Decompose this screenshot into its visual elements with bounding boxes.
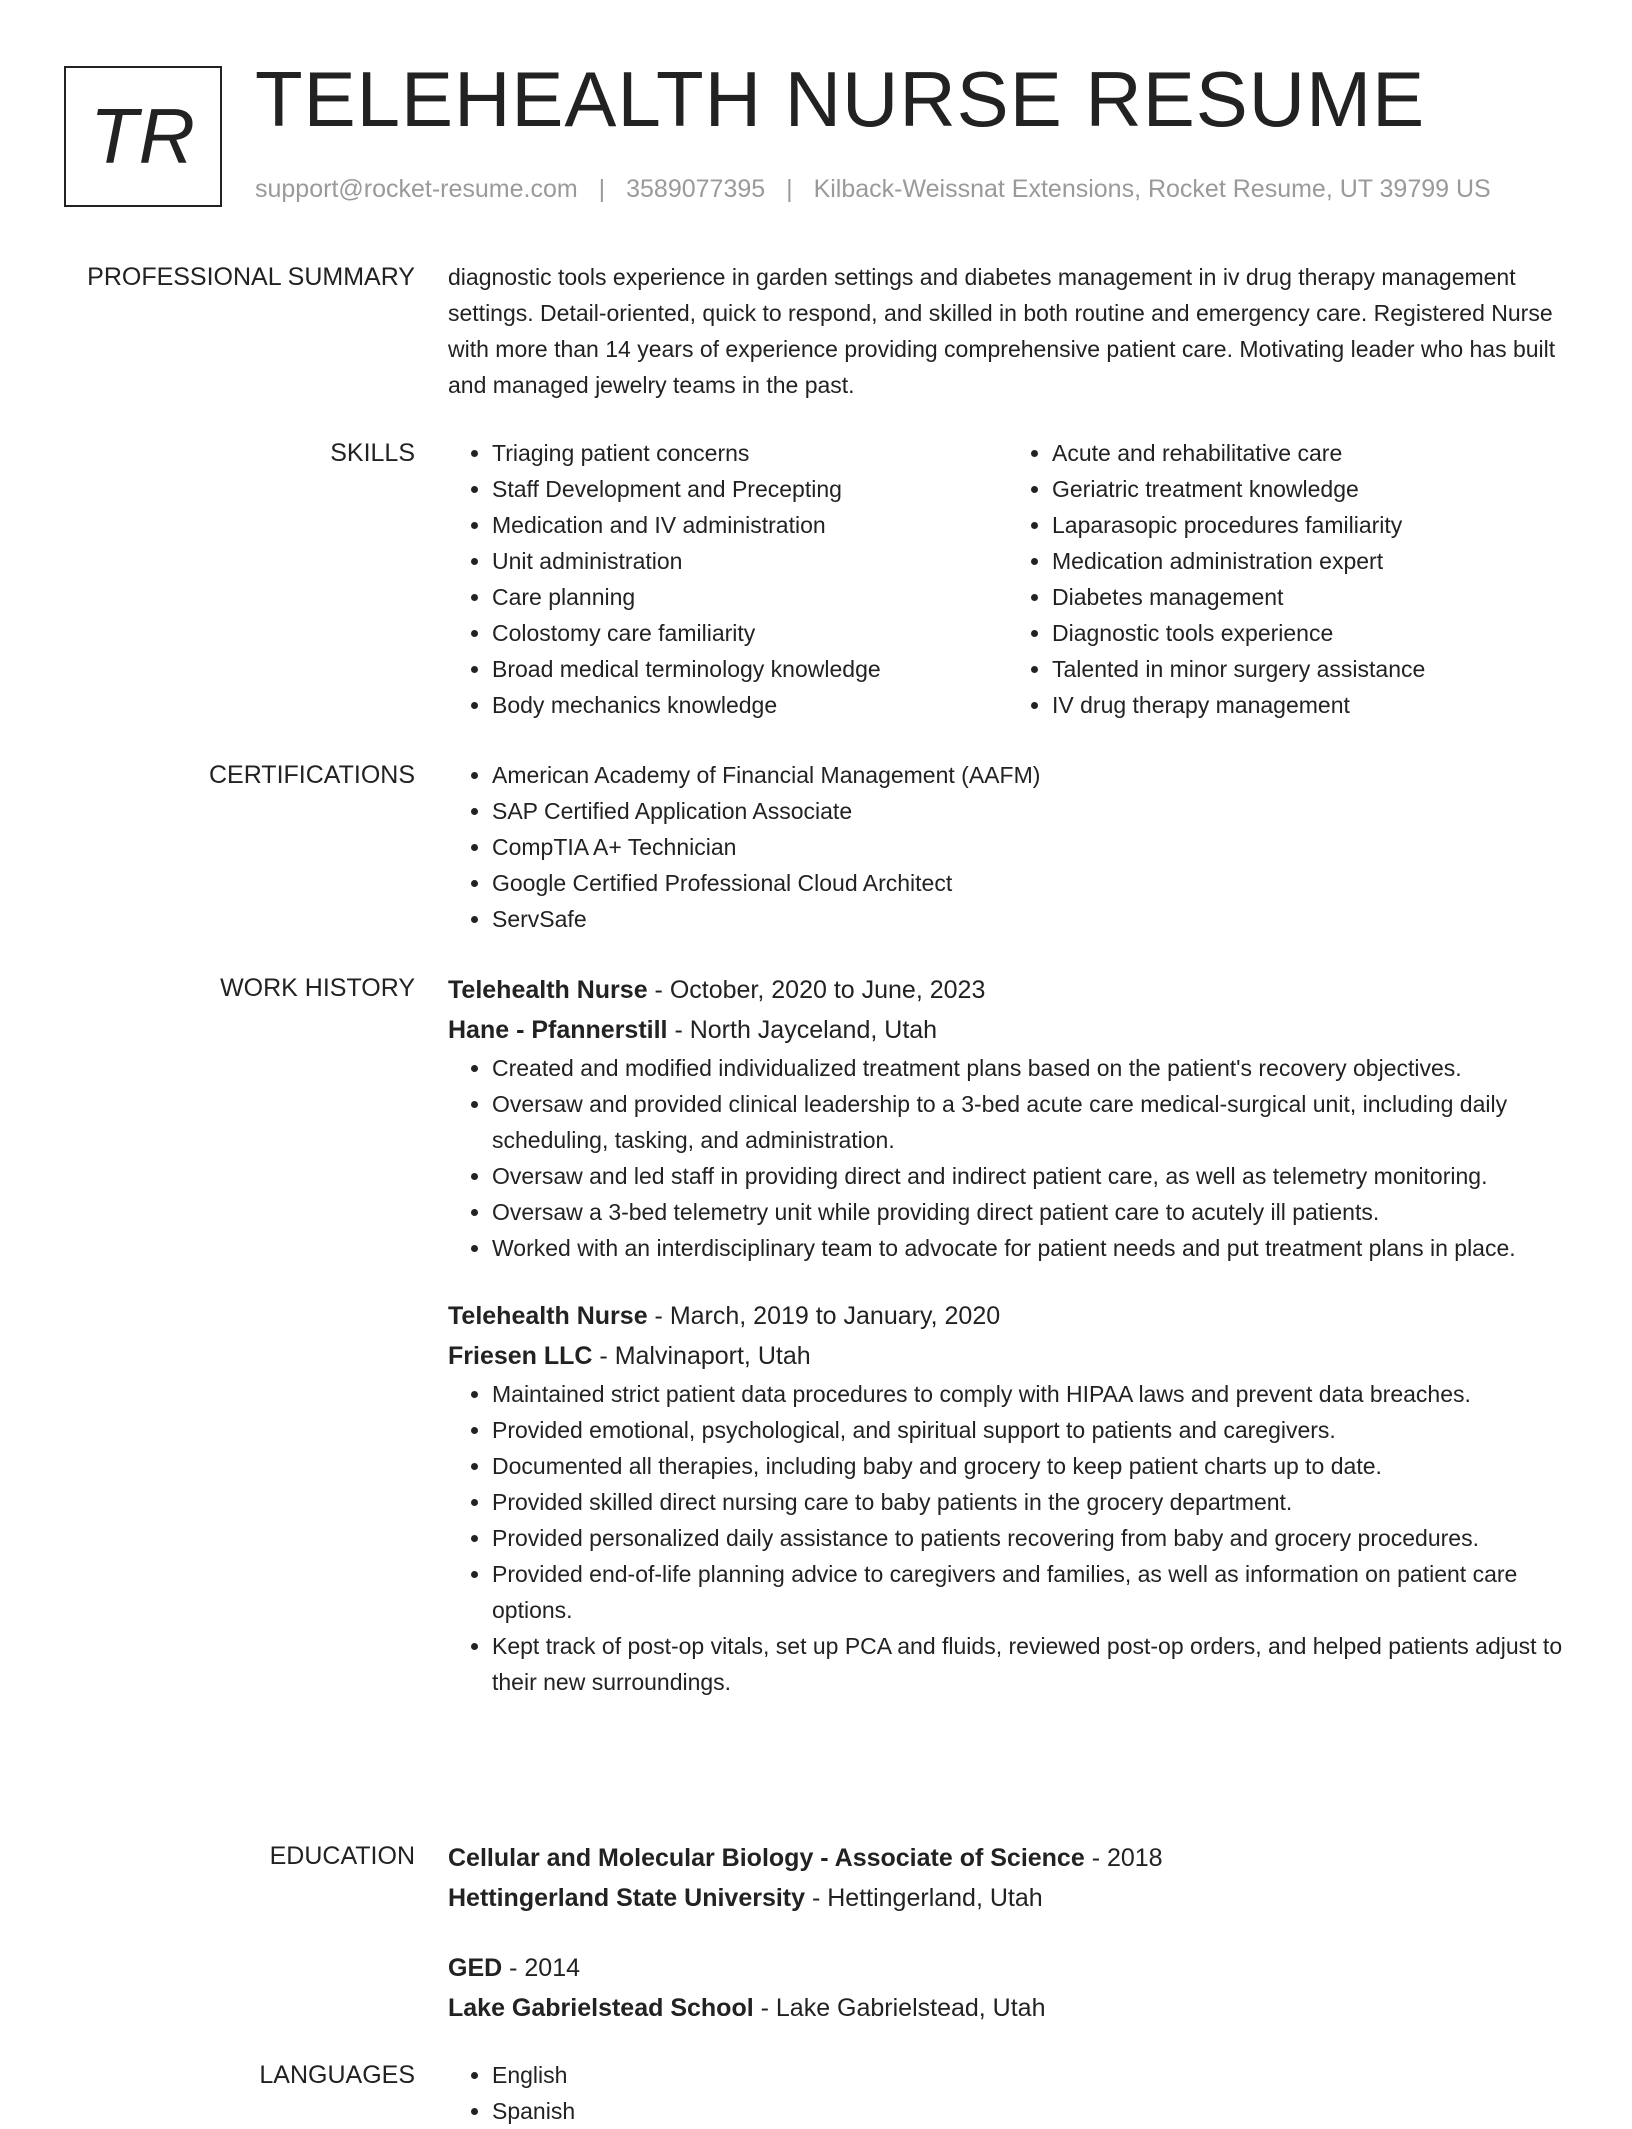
- job-bullet: • Provided emotional, psychological, and spiritual support to patients and caregivers.: [492, 1412, 1568, 1448]
- skill-item: • Unit administration: [492, 543, 1008, 579]
- summary-content: [448, 259, 1568, 403]
- job-company: Friesen LLC: [448, 1342, 593, 1370]
- monogram-box: [64, 66, 222, 207]
- job-entry: [448, 970, 1568, 1266]
- languages-content: [448, 2057, 1568, 2129]
- job-bullet: • Worked with an interdisciplinary team to advocate for patient needs and put treatment plans in place.: [492, 1230, 1568, 1266]
- contact-line: [255, 175, 1491, 204]
- school-line: [448, 1878, 1568, 1918]
- job-bullets: [448, 1376, 1568, 1700]
- spacer: [448, 1918, 1568, 1948]
- section-label-work-history: WORK HISTORY: [220, 974, 415, 1002]
- education-entry: [448, 1948, 1568, 2028]
- job-entry: [448, 1296, 1568, 1700]
- work-history-content: [448, 970, 1568, 1700]
- school-name: Hettingerland State University: [448, 1884, 806, 1912]
- school-line: [448, 1988, 1568, 2028]
- degree-line: [448, 1838, 1568, 1878]
- skill-item: • Diabetes management: [1052, 579, 1568, 615]
- language-item: • Spanish: [492, 2093, 1568, 2129]
- certification-item: • ServSafe: [492, 901, 1568, 937]
- skill-item: • Laparasopic procedures familiarity: [1052, 507, 1568, 543]
- job-company-line: [448, 1336, 1568, 1376]
- spacer: [448, 1266, 1568, 1296]
- job-company-line: [448, 1010, 1568, 1050]
- skills-list-left: [448, 435, 1008, 723]
- section-label-skills: SKILLS: [330, 439, 415, 467]
- section-label-summary: PROFESSIONAL SUMMARY: [87, 263, 415, 291]
- degree-year: - 2014: [502, 1954, 581, 1982]
- skills-list-right: [1008, 435, 1568, 723]
- education-content: [448, 1838, 1568, 2028]
- certification-item: • CompTIA A+ Technician: [492, 829, 1568, 865]
- job-bullet: • Oversaw and provided clinical leadership to a 3-bed acute care medical-surgical unit, including daily scheduling, tasking, and administration.: [492, 1086, 1568, 1158]
- school-location: - Hettingerland, Utah: [805, 1884, 1043, 1912]
- job-title-line: [448, 1296, 1568, 1336]
- job-bullet: • Oversaw a 3-bed telemetry unit while providing direct patient care to acutely ill patients.: [492, 1194, 1568, 1230]
- job-bullet: • Created and modified individualized treatment plans based on the patient's recovery objectives.: [492, 1050, 1568, 1086]
- skill-item: • Geriatric treatment knowledge: [1052, 471, 1568, 507]
- languages-list: [448, 2057, 1568, 2129]
- contact-email[interactable]: support@rocket-resume.com: [255, 175, 578, 203]
- job-bullet: • Provided personalized daily assistance to patients recovering from baby and grocery procedures.: [492, 1520, 1568, 1556]
- skill-item: • Acute and rehabilitative care: [1052, 435, 1568, 471]
- summary-text: diagnostic tools experience in garden settings and diabetes management in iv drug therapy management settings. Detail-oriented, quick to respond, and skilled in both routine and emergency care. Registered Nurse with more than 14 years of experience providing comprehensive patient care. Motivating leader who has built and managed jewelry teams in the past.: [448, 264, 1556, 398]
- job-location: - Malvinaport, Utah: [592, 1342, 811, 1370]
- skill-item: • Staff Development and Precepting: [492, 471, 1008, 507]
- job-bullet: • Oversaw and led staff in providing direct and indirect patient care, as well as telemetry monitoring.: [492, 1158, 1568, 1194]
- job-bullet: • Kept track of post-op vitals, set up PCA and fluids, reviewed post-op orders, and helped patients adjust to their new surroundings.: [492, 1628, 1568, 1700]
- degree-year: - 2018: [1084, 1844, 1163, 1872]
- certification-item: • SAP Certified Application Associate: [492, 793, 1568, 829]
- monogram-initials: TR: [90, 92, 196, 180]
- job-company: Hane - Pfannerstill: [448, 1016, 668, 1044]
- skill-item: • IV drug therapy management: [1052, 687, 1568, 723]
- language-item: • English: [492, 2057, 1568, 2093]
- degree-name: Cellular and Molecular Biology - Associate of Science: [448, 1844, 1085, 1872]
- skill-item: • Body mechanics knowledge: [492, 687, 1008, 723]
- school-location: - Lake Gabrielstead, Utah: [753, 1994, 1046, 2022]
- job-location: - North Jayceland, Utah: [667, 1016, 938, 1044]
- skill-item: • Diagnostic tools experience: [1052, 615, 1568, 651]
- skill-item: • Medication and IV administration: [492, 507, 1008, 543]
- school-name: Lake Gabrielstead School: [448, 1994, 754, 2022]
- job-title: Telehealth Nurse: [448, 976, 648, 1004]
- degree-line: [448, 1948, 1568, 1988]
- contact-address: Kilback-Weissnat Extensions, Rocket Resume, UT 39799 US: [813, 175, 1491, 203]
- job-bullet: • Provided skilled direct nursing care to baby patients in the grocery department.: [492, 1484, 1568, 1520]
- skill-item: • Talented in minor surgery assistance: [1052, 651, 1568, 687]
- skill-item: • Broad medical terminology knowledge: [492, 651, 1008, 687]
- job-bullets: [448, 1050, 1568, 1266]
- job-bullet: • Provided end-of-life planning advice to caregivers and families, as well as information on patient care options.: [492, 1556, 1568, 1628]
- certification-item: • Google Certified Professional Cloud Architect: [492, 865, 1568, 901]
- skills-columns: [448, 435, 1568, 723]
- section-label-languages: LANGUAGES: [259, 2061, 415, 2089]
- job-bullet: • Documented all therapies, including baby and grocery to keep patient charts up to date.: [492, 1448, 1568, 1484]
- section-label-certifications: CERTIFICATIONS: [208, 761, 415, 789]
- contact-phone[interactable]: 3589077395: [626, 175, 766, 203]
- job-dates: - October, 2020 to June, 2023: [647, 976, 986, 1004]
- job-dates: - March, 2019 to January, 2020: [647, 1302, 1001, 1330]
- certifications-content: [448, 757, 1568, 937]
- resume-title: TELEHEALTH NURSE RESUME: [255, 55, 1426, 143]
- skill-item: • Care planning: [492, 579, 1008, 615]
- job-bullet: • Maintained strict patient data procedures to comply with HIPAA laws and prevent data breaches.: [492, 1376, 1568, 1412]
- skill-item: • Colostomy care familiarity: [492, 615, 1008, 651]
- skill-item: • Triaging patient concerns: [492, 435, 1008, 471]
- job-title-line: [448, 970, 1568, 1010]
- contact-separator: |: [598, 175, 606, 203]
- skill-item: • Medication administration expert: [1052, 543, 1568, 579]
- certifications-list: [448, 757, 1568, 937]
- contact-separator: |: [786, 175, 793, 203]
- job-title: Telehealth Nurse: [448, 1302, 648, 1330]
- degree-name: GED: [448, 1954, 503, 1982]
- section-label-education: EDUCATION: [269, 1842, 415, 1870]
- certification-item: • American Academy of Financial Management (AAFM): [492, 757, 1568, 793]
- education-entry: [448, 1838, 1568, 1918]
